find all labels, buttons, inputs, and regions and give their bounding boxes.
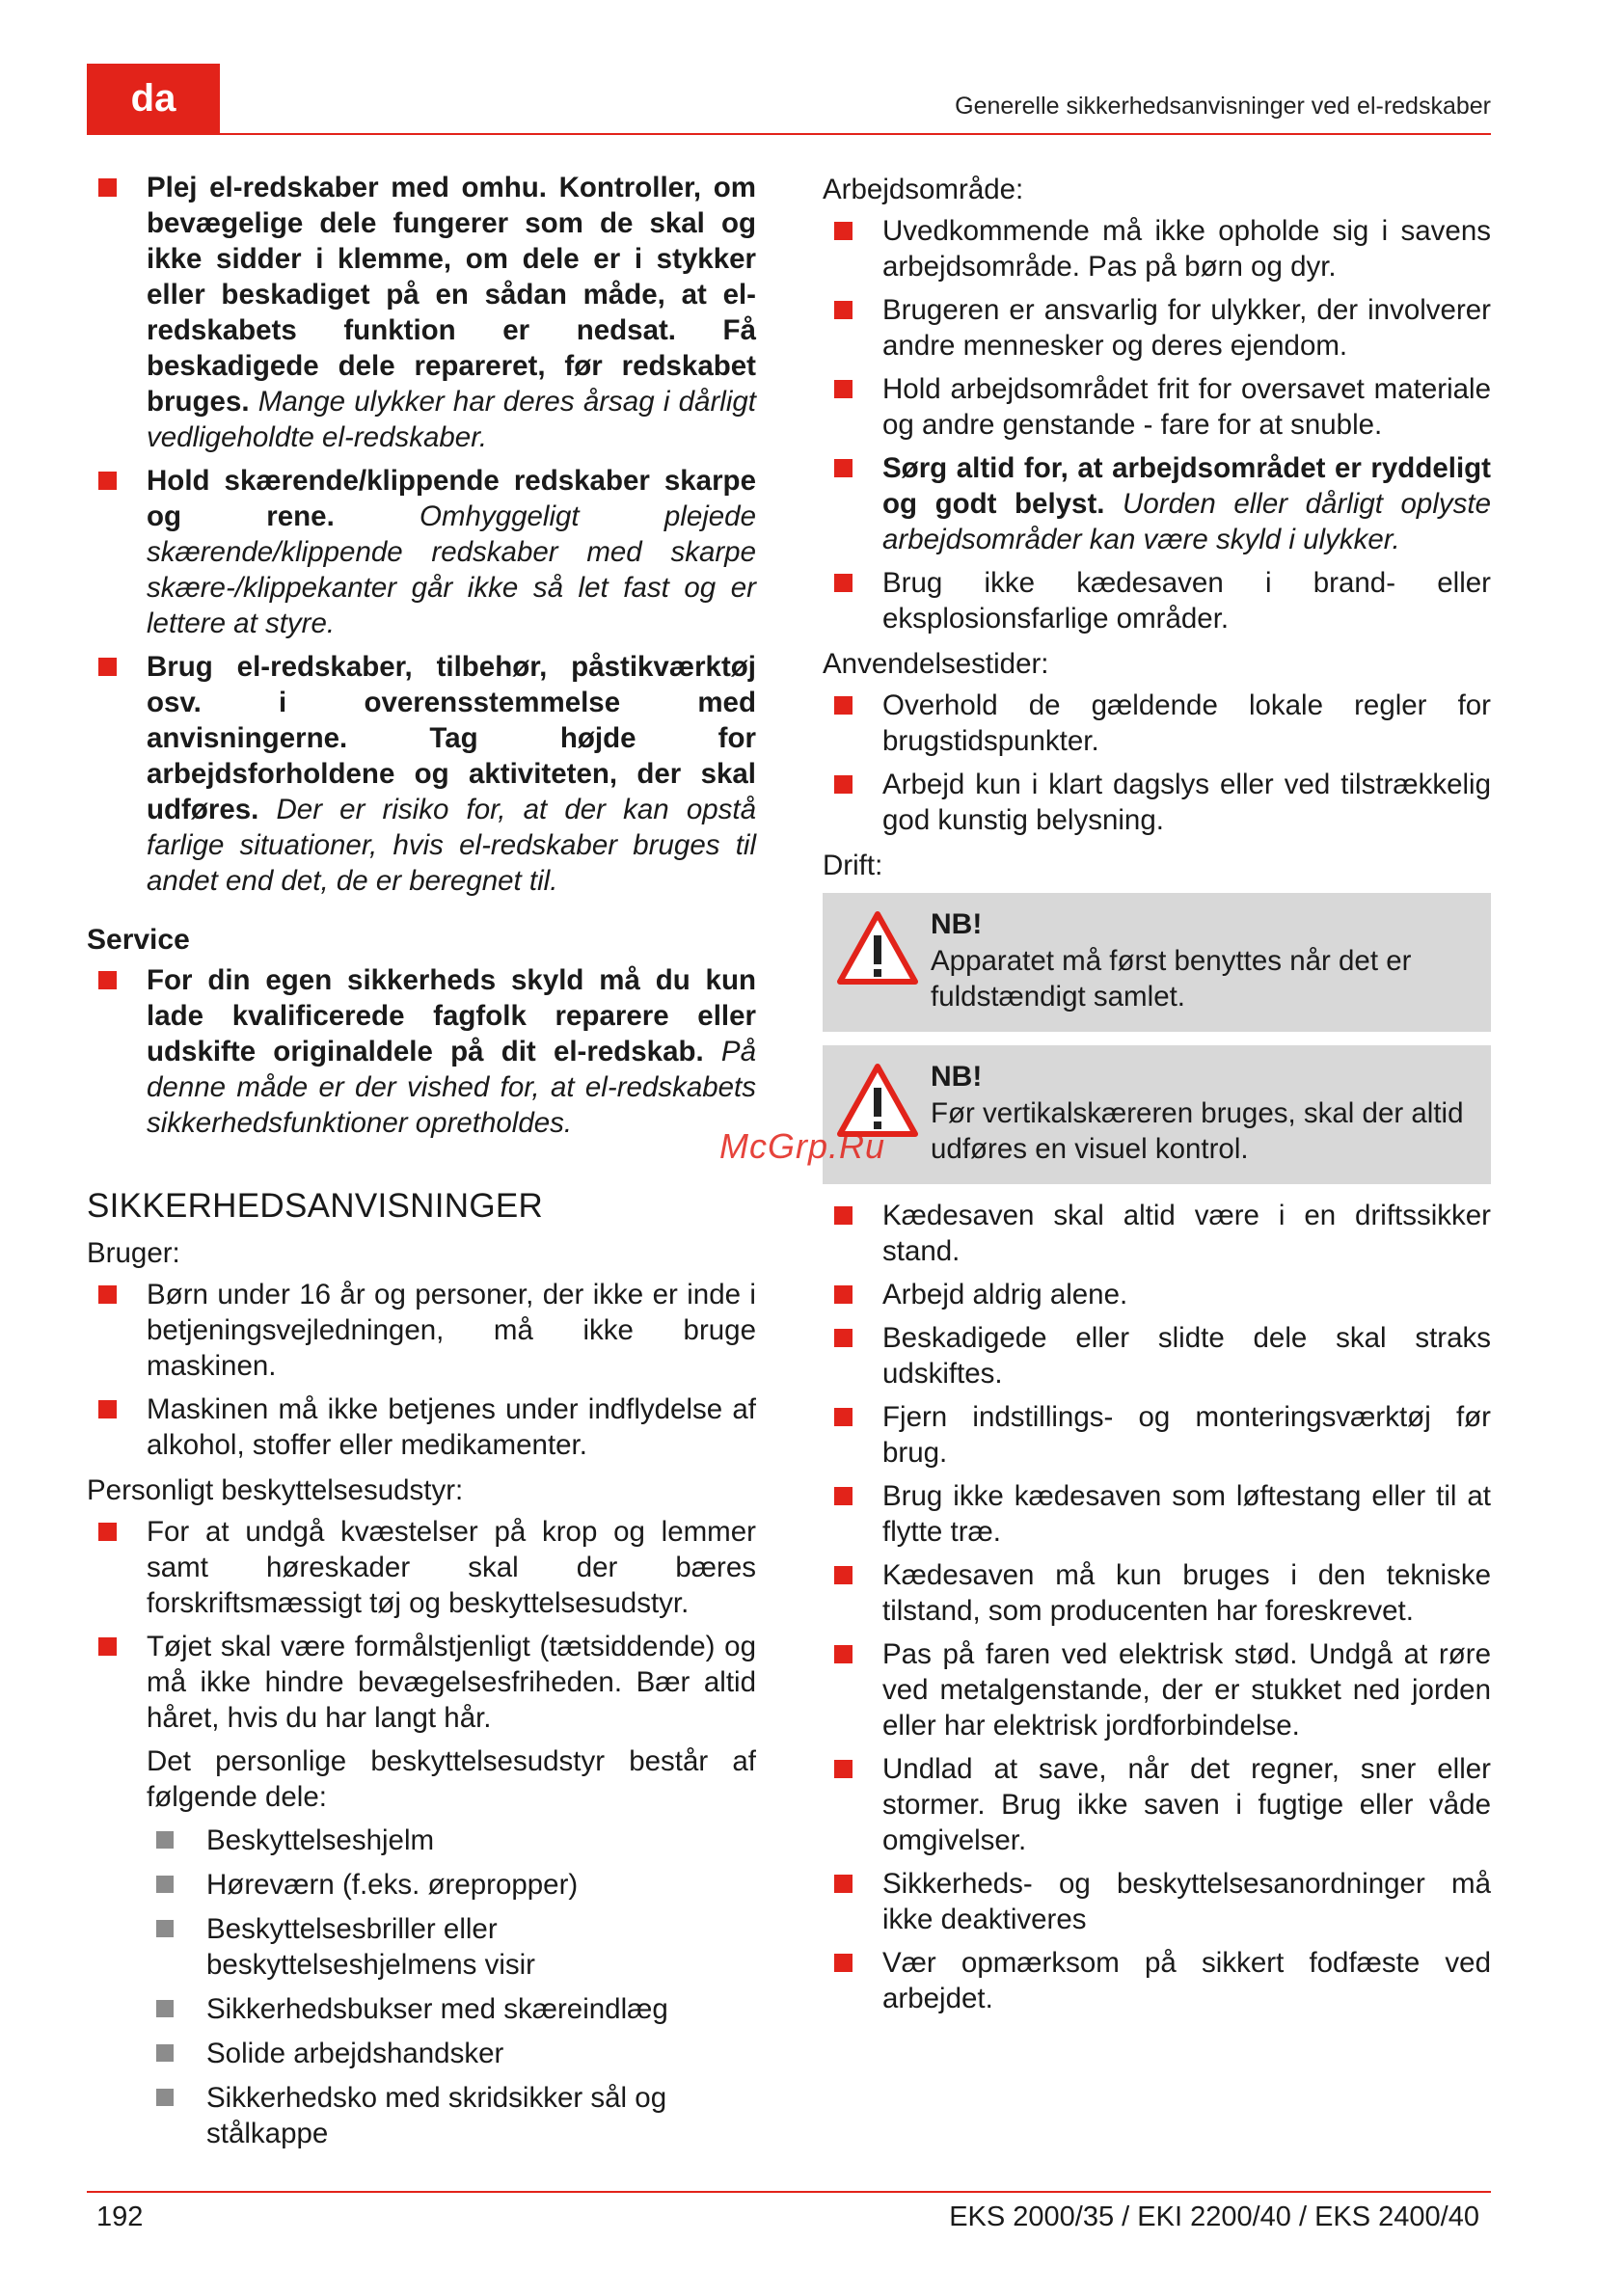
item-text: Brugeren er ansvarlig for ulykker, der involverer andre mennesker og deres ejendom. <box>882 294 1491 362</box>
item-text: Sikkerheds- og beskyttelsesanordninger må ikke deaktiveres <box>882 1868 1491 1935</box>
list-item <box>823 450 1491 557</box>
model-designation: EKS 2000/35 / EKI 2200/40 / EKS 2400/40 <box>949 2201 1479 2232</box>
list-item <box>823 1557 1491 1629</box>
note-text: Før vertikalskæreren bruges, skal der altid udføres en visuel kontrol. <box>931 1097 1464 1165</box>
bullet-icon <box>98 1285 117 1304</box>
sub-bullet-icon <box>156 1876 174 1893</box>
bullet-icon <box>834 301 853 319</box>
list-item <box>87 1629 756 1736</box>
personal-equipment-paragraph: Det personlige beskyttelsesudstyr består af følgende dele: <box>147 1745 756 1813</box>
section-title: SIKKERHEDSANVISNINGER <box>87 1187 544 1225</box>
item-text: Fjern indstillings- og monteringsværktøj før brug. <box>882 1401 1491 1469</box>
list-item <box>823 371 1491 443</box>
item-text: Arbejd kun i klart dagslys eller ved tilstrækkelig god kunstig belysning. <box>882 769 1491 836</box>
bullet-icon <box>834 1566 853 1584</box>
sub-list-item <box>87 1911 756 1983</box>
item-text: Kædesaven må kun bruges i den tekniske tilstand, som producenten har foreskrevet. <box>882 1559 1491 1627</box>
sub-item-text: Solide arbejdshandsker <box>206 2038 504 2069</box>
bullet-icon <box>98 1400 117 1418</box>
list-item <box>87 170 756 455</box>
sub-bullet-icon <box>156 2000 174 2017</box>
sub-list-item <box>87 1867 756 1903</box>
sub-bullet-icon <box>156 1920 174 1937</box>
note-text: Apparatet må først benyttes når det er fuldstændigt samlet. <box>931 945 1412 1013</box>
list-item <box>823 1399 1491 1471</box>
sub-list-item <box>87 2036 756 2071</box>
item-italic-text: Uorden eller dårligt oplyste arbejdsområder kan være skyld i ulykker. <box>882 488 1491 555</box>
bullet-icon <box>98 1523 117 1541</box>
list-item <box>87 463 756 641</box>
bullet-icon <box>834 1285 853 1304</box>
item-bold-text: Hold skærende/klippende redskaber skarpe og rene. <box>147 465 756 532</box>
list-item <box>823 1478 1491 1550</box>
note-title: NB! <box>931 1061 983 1093</box>
bullet-icon <box>834 222 853 240</box>
list-item <box>823 1320 1491 1391</box>
sub-list-item <box>87 1991 756 2027</box>
sub-item-text: Sikkerhedsbukser med skæreindlæg <box>206 1993 668 2025</box>
note-title: NB! <box>931 908 983 940</box>
sub-bullet-icon <box>156 1831 174 1849</box>
list-item <box>823 1866 1491 1937</box>
note-box <box>823 893 1491 1032</box>
item-text: Kædesaven skal altid være i en driftssikker stand. <box>882 1200 1491 1267</box>
list-item <box>823 1945 1491 2016</box>
sub-bullet-icon <box>156 2089 174 2106</box>
item-text: Vær opmærksom på sikkert fodfæste ved arbejdet. <box>882 1947 1491 2014</box>
item-text: Brug ikke kædesaven som løftestang eller til at flytte træ. <box>882 1480 1491 1548</box>
list-item <box>87 1277 756 1384</box>
page-header-title: Generelle sikkerhedsanvisninger ved el-redskaber <box>955 93 1491 120</box>
watermark: McGrp.Ru <box>719 1126 886 1166</box>
bullet-icon <box>98 658 117 676</box>
bullet-icon <box>834 696 853 715</box>
footer-divider <box>87 2191 1491 2193</box>
list-item <box>87 1391 756 1463</box>
bullet-icon <box>834 1408 853 1426</box>
item-bold-text: Brug el-redskaber, tilbehør, påstikværktøj osv. i overensstemmelse med anvisningerne. Tag højde for arbejdsforholdene og aktiviteten, der skal udføres. <box>147 651 756 825</box>
left-column <box>87 170 756 2160</box>
item-text: Tøjet skal være formålstjenligt (tætsiddende) og må ikke hindre bevægelsesfriheden. Bær altid håret, hvis du har langt hår. <box>147 1631 756 1734</box>
item-italic-text: Der er risiko for, at der kan opstå farlige situationer, hvis el-redskaber bruges til andet end det, de er beregnet til. <box>147 794 756 897</box>
list-item <box>823 1277 1491 1312</box>
header-divider <box>87 133 1491 135</box>
item-italic-text: Mange ulykker har deres årsag i dårligt vedligeholdte el-redskaber. <box>147 386 756 453</box>
list-item <box>87 1514 756 1621</box>
sub-item-text: Sikkerhedsko med skridsikker sål og stålkappe <box>206 2082 667 2149</box>
list-item <box>823 565 1491 636</box>
item-text: For at undgå kvæstelser på krop og lemmer samt høreskader skal der bæres forskriftsmæssigt tøj og beskyttelsesudstyr. <box>147 1516 756 1619</box>
bullet-icon <box>98 1637 117 1656</box>
bullet-icon <box>834 574 853 592</box>
sub-item-text: Beskyttelsesbriller eller beskyttelseshjelmens visir <box>206 1913 536 1981</box>
sub-list-item <box>87 1823 756 1858</box>
list-item <box>823 292 1491 364</box>
bullet-icon <box>834 1760 853 1778</box>
sub-bullet-icon <box>156 2044 174 2062</box>
sub-list-item <box>87 2080 756 2151</box>
item-text: Beskadigede eller slidte dele skal straks udskiftes. <box>882 1322 1491 1390</box>
bullet-icon <box>834 1487 853 1505</box>
sub-item-text: Beskyttelseshjelm <box>206 1824 435 1856</box>
list-item <box>823 1751 1491 1858</box>
personal-equipment-label: Personligt beskyttelsesudstyr: <box>87 1474 464 1506</box>
language-tab: da <box>87 64 220 133</box>
service-heading: Service <box>87 924 190 956</box>
bullet-icon <box>834 1875 853 1893</box>
page-number: 192 <box>96 2201 144 2232</box>
item-text: Uvedkommende må ikke opholde sig i savens arbejdsområde. Pas på børn og dyr. <box>882 215 1491 283</box>
item-text: Børn under 16 år og personer, der ikke er inde i betjeningsvejledningen, må ikke bruge maskinen. <box>147 1279 756 1382</box>
item-text: Overhold de gældende lokale regler for brugstidspunkter. <box>882 689 1491 757</box>
bullet-icon <box>834 380 853 398</box>
bullet-icon <box>834 459 853 477</box>
bullet-icon <box>834 775 853 794</box>
item-text: Arbejd aldrig alene. <box>882 1279 1128 1310</box>
item-text: Brug ikke kædesaven i brand- eller eksplosionsfarlige områder. <box>882 567 1491 635</box>
list-item <box>823 688 1491 759</box>
warning-triangle-icon <box>836 910 919 986</box>
work-area-label: Arbejdsområde: <box>823 174 1024 205</box>
item-italic-text: På denne måde er der vished for, at el-redskabets sikkerhedsfunktioner opretholdes. <box>147 1036 757 1139</box>
bullet-icon <box>834 1954 853 1972</box>
operation-label: Drift: <box>823 850 883 881</box>
right-column <box>823 170 1491 2024</box>
item-text: Pas på faren ved elektrisk stød. Undgå at røre ved metalgenstande, der er stukket ned jorden eller har elektrisk jordforbindelse. <box>882 1638 1491 1742</box>
bullet-icon <box>834 1329 853 1347</box>
bullet-icon <box>98 971 117 989</box>
item-text: Hold arbejdsområdet frit for oversavet materiale og andre genstande - fare for at snuble. <box>882 373 1491 441</box>
bullet-icon <box>98 178 117 197</box>
item-text: Maskinen må ikke betjenes under indflydelse af alkohol, stoffer eller medikamenter. <box>147 1393 756 1461</box>
item-bold-text: For din egen sikkerheds skyld må du kun lade kvalificerede fagfolk reparere eller udskifte originaldele på dit el-redskab. <box>147 964 756 1067</box>
item-text: Undlad at save, når det regner, sner eller stormer. Brug ikke saven i fugtige eller våde omgivelser. <box>882 1753 1491 1856</box>
list-item <box>823 213 1491 284</box>
list-item <box>823 1198 1491 1269</box>
note-box <box>823 1045 1491 1184</box>
list-item <box>823 767 1491 838</box>
bullet-icon <box>98 472 117 490</box>
bullet-icon <box>834 1206 853 1225</box>
sub-item-text: Høreværn (f.eks. ørepropper) <box>206 1869 579 1901</box>
list-item <box>823 1636 1491 1743</box>
list-item <box>87 649 756 899</box>
bullet-icon <box>834 1645 853 1663</box>
item-bold-text: Plej el-redskaber med omhu. Kontroller, om bevægelige dele fungerer som de skal og ikke sidder i klemme, om dele er i stykker eller beskadiget på en sådan måde, at el-redskabets funktion er nedsat. Få beskadigede dele repareret, før redskabet bruges. <box>147 172 756 418</box>
list-item <box>87 962 756 1141</box>
item-italic-text: Omhyggeligt plejede skærende/klippende redskaber med skarpe skære-/klippekanter går ikke så let fast og er lettere at styre. <box>147 500 756 639</box>
usage-times-label: Anvendelsestider: <box>823 648 1049 680</box>
item-bold-text: Sørg altid for, at arbejdsområdet er ryddeligt og godt belyst. <box>882 452 1491 520</box>
bruger-label: Bruger: <box>87 1237 180 1269</box>
